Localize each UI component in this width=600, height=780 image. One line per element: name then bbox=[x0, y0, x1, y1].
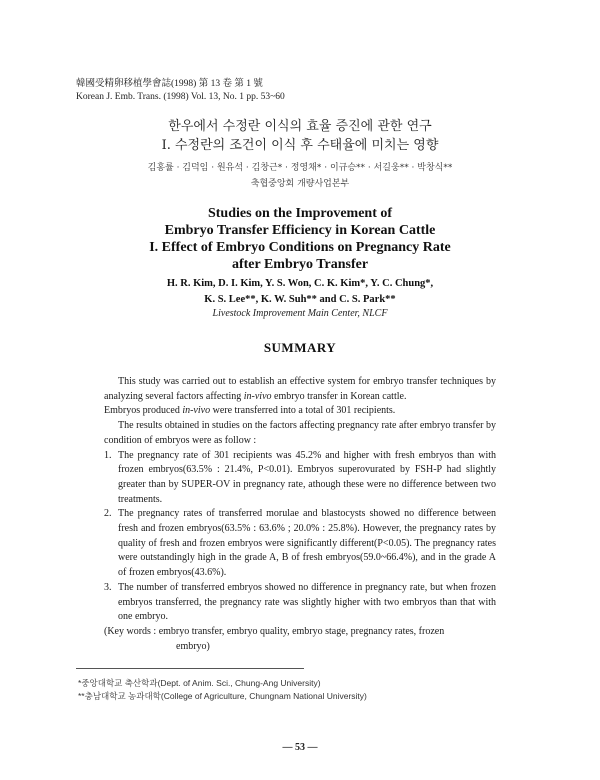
results-list bbox=[104, 449, 496, 625]
korean-affiliation: 축협중앙회 개량사업본부 bbox=[250, 179, 350, 189]
list-item bbox=[104, 507, 496, 581]
english-title-line: Embryo Transfer Efficiency in Korean Cattle bbox=[164, 223, 436, 238]
english-title-line: I. Effect of Embryo Conditions on Pregnancy Rate bbox=[149, 240, 451, 255]
english-authors-line-1: H. R. Kim, D. I. Kim, Y. S. Won, C. K. Kim*, Y. C. Chung*, bbox=[166, 278, 434, 289]
list-item-number: 2. bbox=[104, 508, 112, 520]
journal-citation-english: Korean J. Emb. Trans. (1998) Vol. 13, No. 1 pp. 53~60 bbox=[76, 92, 285, 102]
footnote-1: *중앙대학교 축산학과(Dept. of Anim. Sci., Chung-Ang University) bbox=[78, 678, 321, 688]
text-run: Embryos produced bbox=[104, 405, 183, 417]
korean-authors: 김홍률 · 김덕임 · 원유석 · 김창근* · 정영채* · 이규승** · 서길웅** · 박창식** bbox=[147, 163, 453, 173]
english-authors-line-2: K. S. Lee**, K. W. Suh** and C. S. Park** bbox=[204, 294, 396, 305]
list-item-text: The pregnancy rates of transferred morulae and blastocysts showed no difference between fresh and frozen embryos(63.5% : 63.6% ; 20.0% : 25.8%). However, the pregnancy rates by quality of fresh and frozen embryos were significantly different(P<0.05). The pregnancy rates were outstandingly high in the grade A, B of fresh embryos(59.0~66.4%), and in the grade A of frozen embryos(43.6%). bbox=[118, 508, 496, 579]
keywords bbox=[104, 625, 496, 654]
summary-paragraph-3: The results obtained in studies on the factors affecting pregnancy rate after embryo transfer by condition of embryos were as follow : bbox=[104, 420, 496, 446]
summary-body bbox=[104, 375, 496, 654]
page-number: — 53 — bbox=[282, 742, 318, 753]
english-affiliation: Livestock Improvement Main Center, NLCF bbox=[212, 308, 388, 319]
korean-title-line-2: I. 수정란의 조건이 이식 후 수태율에 미치는 영향 bbox=[161, 138, 439, 153]
journal-citation-korean: 韓國受精卵移植學會誌(1998) 第 13 卷 第 1 號 bbox=[76, 79, 263, 89]
korean-title-line-1: 한우에서 수정란 이식의 효율 증진에 관한 연구 bbox=[168, 119, 432, 134]
summary-paragraph-2 bbox=[104, 404, 496, 419]
list-item bbox=[104, 449, 496, 508]
keywords-line-2: embryo) bbox=[176, 640, 210, 652]
list-item-text: The pregnancy rate of 301 recipients was 45.2% and higher with fresh embryos than with frozen embryos(63.5% : 21.4%, P<0.01). Embryos superovurated by FSH-P had slightly greater than by SUPER-OV in pregnancy rate, athough these were no difference between two treatments. bbox=[118, 449, 496, 505]
summary-heading: SUMMARY bbox=[263, 340, 337, 355]
text-run: This study was carried out to establish an effective system for embryo transfer techniques by analyzing several factors affecting bbox=[104, 376, 496, 402]
english-title bbox=[0, 205, 600, 273]
english-title-line: after Embryo Transfer bbox=[231, 257, 369, 272]
summary-paragraph-1 bbox=[104, 375, 496, 404]
text-run: embryo transfer in Korean cattle. bbox=[271, 390, 407, 402]
italic-term: in-vivo bbox=[182, 405, 211, 417]
text-run: were transferred into a total of 301 recipients. bbox=[210, 405, 396, 417]
english-authors bbox=[0, 276, 600, 308]
journal-header bbox=[76, 78, 285, 104]
footnotes bbox=[78, 677, 367, 703]
footnote-divider bbox=[76, 668, 304, 669]
keywords-line-1: (Key words : embryo transfer, embryo quality, embryo stage, pregnancy rates, frozen bbox=[104, 625, 445, 637]
italic-term: in-vivo bbox=[243, 390, 272, 402]
list-item bbox=[104, 581, 496, 625]
footnote-2: **충남대학교 농과대학(College of Agriculture, Chungnam National University) bbox=[78, 691, 367, 701]
list-item-text: The number of transferred embryos showed no difference in pregnancy rate, but when frozen embryos transferred, the pregnancy rate was slightly higher with two embryos than that with one embryo. bbox=[118, 581, 496, 623]
english-title-line: Studies on the Improvement of bbox=[207, 206, 393, 221]
list-item-number: 1. bbox=[104, 449, 112, 461]
list-item-number: 3. bbox=[104, 581, 112, 593]
